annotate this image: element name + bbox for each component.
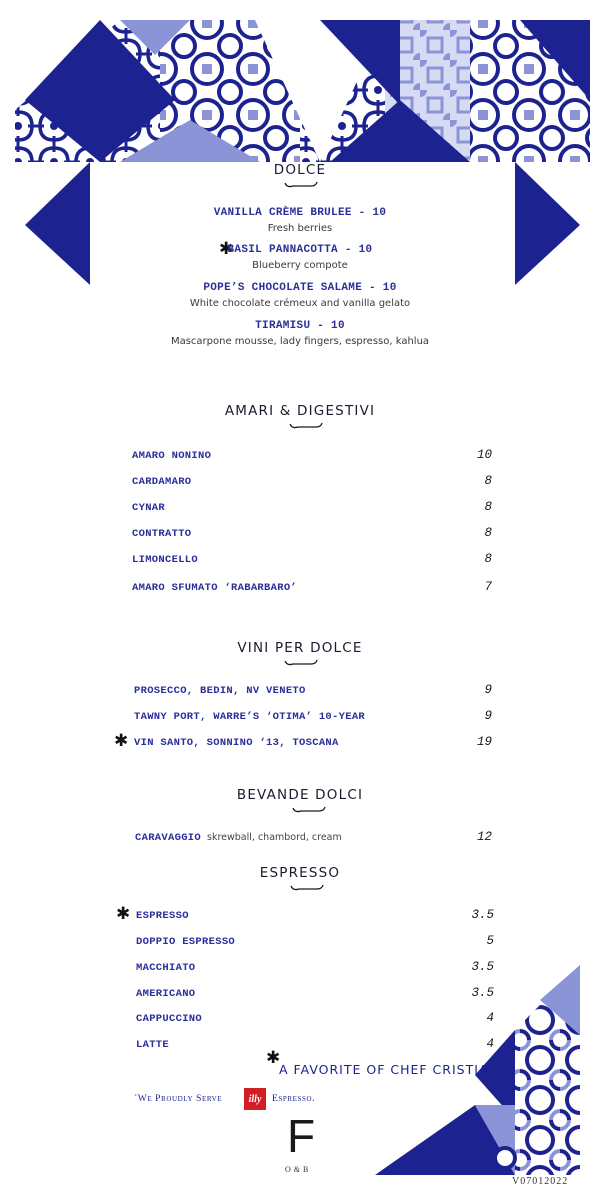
menu-row-caravaggio — [135, 830, 492, 844]
section-title-vini: VINI PER DOLCE — [237, 640, 363, 656]
dish-name: TIRAMISU - 10 — [255, 320, 345, 332]
menu-row-americano — [136, 986, 494, 1000]
item-name: LATTE — [136, 1039, 170, 1051]
menu-row-amaro-nonino — [132, 448, 492, 462]
item-name: AMARO SFUMATO ‘RABARBARO’ — [132, 582, 298, 594]
item-name: MACCHIATO — [136, 962, 196, 974]
item-name: CYNAR — [132, 502, 166, 514]
dish-popes-chocolate-salame — [0, 282, 600, 309]
restaurant-logo-sub: O&B — [285, 1165, 312, 1174]
menu-row-espresso — [136, 908, 494, 922]
item-name: AMERICANO — [136, 988, 196, 1000]
dish-name: VANILLA CRÈME BRULEE - 10 — [213, 207, 387, 219]
item-price: 9 — [484, 683, 492, 697]
menu-row-cardamaro — [132, 474, 492, 488]
item-name: VIN SANTO, SONNINO ‘13, TOSCANA — [134, 737, 339, 749]
dish-tiramisu — [0, 320, 600, 347]
menu-row-amaro-sfumato — [132, 580, 492, 594]
item-price: 19 — [476, 735, 492, 749]
section-title-dolce: DOLCE — [273, 162, 327, 178]
item-name: TAWNY PORT, WARRE’S ‘OTIMA’ 10-YEAR — [134, 711, 366, 723]
dish-description: White chocolate crémeux and vanilla gelato — [189, 298, 411, 309]
item-price: 8 — [484, 526, 492, 540]
item-price: 7 — [484, 580, 492, 594]
item-name: LIMONCELLO — [132, 554, 199, 566]
item-name: AMARO NONINO — [132, 450, 212, 462]
item-price: 8 — [484, 474, 492, 488]
menu-row-vin-santo — [134, 735, 492, 749]
menu-row-contratto — [132, 526, 492, 540]
item-name: CONTRATTO — [132, 528, 192, 540]
item-price: 5 — [486, 934, 494, 948]
dish-name: POPE’S CHOCOLATE SALAME - 10 — [203, 282, 397, 294]
swash-underline-icon — [291, 805, 327, 815]
item-price: 3.5 — [471, 908, 494, 922]
item-price: 12 — [476, 830, 492, 844]
restaurant-logo: F — [287, 1110, 316, 1162]
item-price: 4 — [486, 1011, 494, 1025]
drink-name: CARAVAGGIO — [135, 832, 202, 844]
swash-underline-icon — [283, 180, 319, 190]
section-title-bevande: BEVANDE DOLCI — [236, 787, 364, 803]
item-name: CARDAMARO — [132, 476, 192, 488]
menu-row-latte — [136, 1037, 494, 1051]
item-price: 8 — [484, 552, 492, 566]
drink-description: skrewball, chambord, cream — [207, 832, 342, 843]
proudly-serve-text: `We Proudly Serve — [134, 1094, 223, 1104]
swash-underline-icon — [283, 658, 319, 668]
item-price: 9 — [484, 709, 492, 723]
item-price: 8 — [484, 500, 492, 514]
item-name: ESPRESSO — [136, 910, 189, 922]
item-name — [135, 832, 342, 844]
item-price: 3.5 — [471, 960, 494, 974]
section-title-espresso: ESPRESSO — [259, 865, 341, 881]
item-name: CAPPUCCINO — [136, 1013, 203, 1025]
menu-row-cynar — [132, 500, 492, 514]
item-name: PROSECCO, BEDIN, NV VENETO — [134, 685, 306, 697]
item-price: 10 — [476, 448, 492, 462]
dish-name: BASIL PANNACOTTA - 10 — [227, 244, 373, 256]
menu-row-cappuccino — [136, 1011, 494, 1025]
dish-description: Blueberry compote — [252, 260, 348, 271]
menu-row-limoncello — [132, 552, 492, 566]
menu-row-prosecco — [134, 683, 492, 697]
favorite-note: A FAVORITE OF CHEF CRISTIAN — [279, 1062, 499, 1077]
item-price: 3.5 — [471, 986, 494, 1000]
swash-underline-icon — [288, 421, 324, 431]
dish-vanilla-creme-brulee — [0, 207, 600, 234]
dish-description: Mascarpone mousse, lady fingers, espresso, kahlua — [170, 336, 430, 347]
dish-description: Fresh berries — [267, 223, 333, 234]
menu-row-doppio — [136, 934, 494, 948]
asterisk-star-icon: ✱ — [116, 904, 131, 924]
asterisk-star-icon: ✱ — [114, 731, 129, 751]
item-price: 4 — [486, 1037, 494, 1051]
section-title-amari: AMARI & DIGESTIVI — [224, 403, 376, 419]
espresso-text: Espresso. — [272, 1094, 316, 1104]
swash-underline-icon — [289, 883, 325, 893]
item-name: DOPPIO ESPRESSO — [136, 936, 236, 948]
asterisk-star-icon: ✱ — [266, 1048, 281, 1068]
asterisk-star-icon: ✱ — [219, 239, 234, 259]
menu-row-tawny-port — [134, 709, 492, 723]
dish-basil-pannacotta — [0, 244, 600, 271]
version-code: V07012022 — [512, 1176, 569, 1187]
illy-logo-icon: illy — [244, 1088, 266, 1110]
menu-row-macchiato — [136, 960, 494, 974]
